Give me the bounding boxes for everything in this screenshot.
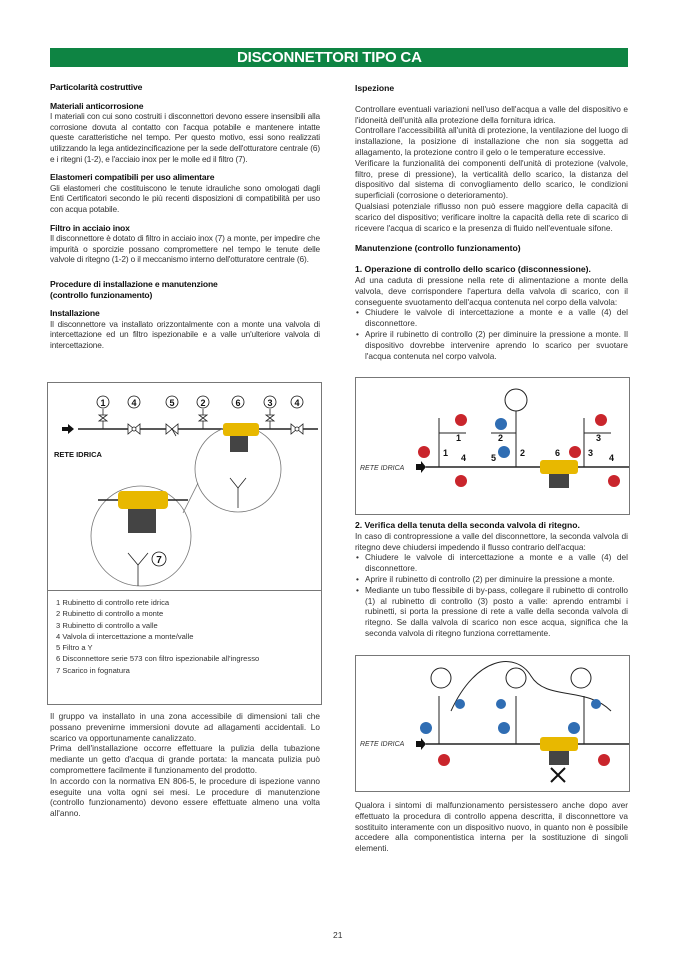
callout-5: 5 bbox=[169, 398, 175, 408]
callout: 4 bbox=[461, 453, 467, 463]
section-header-bar bbox=[50, 48, 628, 67]
callout-4b: 4 bbox=[294, 398, 300, 408]
paragraph: Controllare l'accessibilità all'unità di protezione, la ventilazione del luogo di installazione, la posizione di installazione che non sia soggetta ad allagamento, la protezione contro il gelo o le temperature eccessive. bbox=[355, 125, 628, 157]
section-step2 bbox=[355, 520, 628, 639]
disconnector-detail-icon bbox=[118, 491, 168, 509]
list-item: • Aprire il rubinetto di controllo (2) per diminuire la pressione a monte. bbox=[355, 574, 628, 585]
check-valve-diagram-svg bbox=[356, 656, 629, 791]
materials-title: Materiali anticorrosione bbox=[50, 100, 144, 111]
procedures-subtitle: (controllo funzionamento) bbox=[50, 289, 153, 300]
installation-notes bbox=[50, 711, 320, 819]
rete-idrica-label: RETE IDRICA bbox=[54, 450, 102, 459]
legend-item: 2 Rubinetto di controllo a monte bbox=[56, 609, 164, 619]
callout-4: 4 bbox=[131, 398, 137, 408]
callout: 3 bbox=[596, 433, 602, 443]
elastomers-text: Gli elastomeri che costituiscono le tenute idrauliche sono omologati dagli Enti Certificatori secondo le più recenti disposizioni di compatibilità per uso con acqua potabile. bbox=[50, 182, 320, 214]
page-title: DISCONNETTORI TIPO CA bbox=[237, 49, 422, 66]
installation-text: Il disconnettore va installato orizzontalmente con a monte una valvola di intercettazione ed un filtro ispezionabile e a valle un'ulteriore valvola di intercettazione. bbox=[50, 318, 320, 350]
page-number: 21 bbox=[333, 930, 343, 940]
legend-item: 3 Rubinetto di controllo a valle bbox=[56, 620, 158, 630]
list-item: • Aprire il rubinetto di controllo (2) per diminuire la pressione a monte. Il dispositivo dovrebbe intervenire aprendo lo scarico per svuotare l'acqua contenuta nel corpo valvola. bbox=[355, 329, 628, 361]
section-particolarita bbox=[50, 82, 320, 350]
drain-check-diagram bbox=[355, 377, 630, 515]
list-item: • Mediante un tubo flessibile di by-pass, collegare il rubinetto di controllo (1) al rubinetto di controllo (3) posto a valle: aprendo entrambi i rubinetti, si porta la pressione di rete a valle della seconda valvola di ritegno. Se dalla valvola di scarico non esce acqua, significa che la seconda valvola di ritegno funziona correttamente. bbox=[355, 585, 628, 639]
callout-6: 6 bbox=[235, 398, 241, 408]
paragraph: Verificare la funzionalità dei componenti dell'unità di protezione (valvole, filtro, prese di pressione), la verticalità dello scarico, la distanza del dispositivo dal sistema di convogliamento dello scarico, le condizioni superficiali (corrosione o deterioramento). bbox=[355, 157, 628, 201]
legend bbox=[56, 597, 259, 676]
section-title: Particolarità costruttive bbox=[50, 82, 143, 92]
callout: 6 bbox=[555, 448, 561, 458]
paragraph: Qualora i sintomi di malfunzionamento persistessero anche dopo aver effettuato la procedura di controllo appena descritta, il disconnettore va sostituito interamente con un dispositivo nuovo, in quanto non è possibile accedere alla componentistica interna per la sostituzione di singoli elementi. bbox=[355, 800, 628, 854]
callout-1: 1 bbox=[100, 398, 106, 408]
filter-title: Filtro in acciaio inox bbox=[50, 222, 130, 233]
step1-title: 1. Operazione di controllo dello scarico (disconnessione). bbox=[355, 264, 591, 275]
step2-title: 2. Verifica della tenuta della seconda valvola di ritegno. bbox=[355, 520, 580, 530]
closed-valve-icons bbox=[438, 754, 610, 766]
step1-text: Ad una caduta di pressione nella rete di alimentazione a monte della valvola, deve corrispondere l'apertura della valvola di scarico, con il conseguente svuotamento dell'acqua contenuta nel corpo della valvola: bbox=[355, 274, 628, 307]
callout: 4 bbox=[609, 453, 615, 463]
drain-check-diagram-svg bbox=[356, 378, 629, 514]
paragraph: Controllare eventuali variazioni nell'uso dell'acqua a valle del dispositivo e l'idoneità dell'unità alla protezione della fornitura idrica. bbox=[355, 103, 628, 125]
paragraph: Il gruppo va installato in una zona accessibile di dimensioni tali che possano prevenirne immersioni dovute ad allagamenti accidentali. Lo scarico va opportunamente canalizzato. bbox=[50, 711, 320, 743]
rete-idrica-label: RETE IDRICA bbox=[360, 741, 405, 748]
flow-arrow-icon bbox=[416, 461, 426, 473]
step1-list bbox=[355, 307, 628, 361]
inspection-title: Ispezione bbox=[355, 83, 395, 93]
legend-item: 1 Rubinetto di controllo rete idrica bbox=[56, 598, 170, 607]
rete-idrica-label: RETE IDRICA bbox=[360, 465, 405, 472]
materials-text: I materiali con cui sono costruiti i disconnettori devono essere insensibili alla corrosione dovuta al contatto con l'acqua potabile e mantenere intatte queste caratteristiche nel tempo. Per questo motivo, essi sono realizzati utilizzando la lega antidezincificazione per la sede dell'otturatore centrale (6) e i ritegni (1-2), e l'acciaio inox per le molle ed il filtro (7). bbox=[50, 111, 320, 164]
flow-arrow-icon bbox=[416, 738, 426, 750]
no-discharge-icon bbox=[551, 768, 565, 782]
legend-item: 4 Valvola di intercettazione a monte/valle bbox=[56, 631, 194, 641]
check-valve-diagram bbox=[355, 655, 630, 792]
paragraph: Qualsiasi potenziale riflusso non può essere maggiore della capacità di scarico del dispositivo; verificare inoltre la capacità della rete di scarico di ricevere l'acqua di scarico e la presenza di fluido nell'eventuale sifone. bbox=[355, 200, 628, 233]
maintenance-title: Manutenzione (controllo funzionamento) bbox=[355, 243, 521, 254]
legend-item: 7 Scarico in fognatura bbox=[56, 665, 130, 675]
pressure-gauge-icon bbox=[505, 389, 527, 411]
installation-title: Installazione bbox=[50, 308, 100, 319]
callout: 1 bbox=[443, 448, 449, 458]
flow-arrow-icon bbox=[62, 424, 74, 434]
list-item: • Chiudere le valvole di intercettazione a monte e a valle (4) del disconnettore. bbox=[355, 307, 628, 329]
legend-item: 6 Disconnettore serie 573 con filtro ispezionabile all'ingresso bbox=[56, 654, 260, 664]
disconnector-icon bbox=[540, 737, 578, 751]
open-valve-icons bbox=[420, 699, 601, 734]
paragraph: In accordo con la normativa EN 806-5, le procedure di ispezione vanno eseguite una volta ogni sei mesi. Le procedure di manutenzione (controllo funzionamento) devono essere effettuate almeno una volta all'anno. bbox=[50, 775, 320, 819]
procedures-title: Procedure di installazione e manutenzione bbox=[50, 278, 218, 289]
step2-text: In caso di contropressione a valle del disconnettore, la seconda valvola di ritegno deve chiudersi impedendo il flusso contrario dell'acqua: bbox=[355, 530, 628, 552]
installation-diagram bbox=[47, 382, 322, 592]
installation-diagram-svg bbox=[48, 383, 321, 591]
callout: 1 bbox=[456, 433, 462, 443]
list-item: • Chiudere le valvole di intercettazione a monte e a valle (4) del disconnettore. bbox=[355, 552, 628, 574]
disconnector-icon bbox=[540, 460, 578, 474]
legend-box bbox=[47, 590, 322, 705]
disconnector-icon bbox=[223, 423, 259, 436]
callout-2: 2 bbox=[200, 398, 206, 408]
legend-item: 5 Filtro a Y bbox=[56, 643, 93, 653]
final-note bbox=[355, 800, 628, 854]
callout: 5 bbox=[491, 453, 497, 463]
paragraph: Prima dell'installazione occorre effettuare la pulizia della tubazione mediante un getto d'acqua di grande portata: la mancata pulizia può compromettere facilmente il funzionamento del prodotto. bbox=[50, 743, 320, 775]
section-ispezione bbox=[355, 83, 628, 361]
callout: 2 bbox=[520, 448, 526, 458]
filter-text: Il disconnettore è dotato di filtro in acciaio inox (7) a monte, per impedire che impurità o sporcizie possano compromettere nel tempo le tenute delle valvole di ritegno (1-2) o il meccanismo interno dell'otturatore centrale (6). bbox=[50, 233, 320, 265]
callout-7: 7 bbox=[156, 555, 162, 566]
callout-3: 3 bbox=[267, 398, 273, 408]
elastomers-title: Elastomeri compatibili per uso alimentare bbox=[50, 172, 215, 183]
callout: 3 bbox=[588, 448, 594, 458]
step2-list bbox=[355, 552, 628, 638]
callout: 2 bbox=[498, 433, 504, 443]
